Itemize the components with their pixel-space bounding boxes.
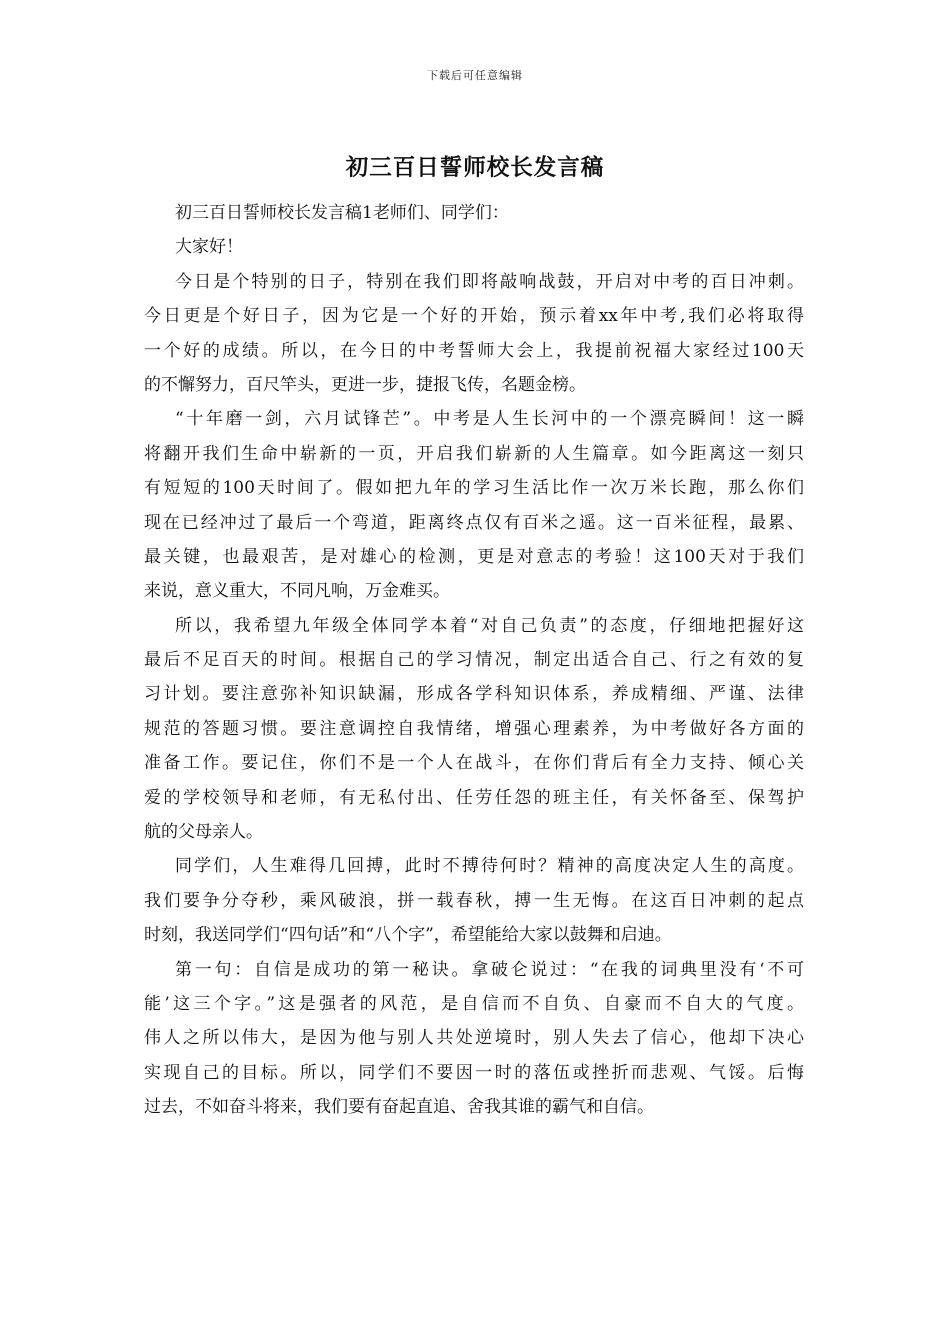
paragraph-line: 最后不足百天的时间。根据自己的学习情况，制定出适合自己、行之有效的复 — [144, 650, 804, 671]
paragraph — [144, 402, 804, 608]
paragraph-line: 今日是个特别的日子，特别在我们即将敲响战鼓，开启对中考的百日冲刺。 — [175, 271, 804, 292]
paragraph-line: 实现自己的目标。所以，同学们不要因一时的落伍或挫折而悲观、气馁。后悔 — [144, 1062, 804, 1083]
paragraph — [144, 230, 804, 264]
paragraph-line: “十年磨一剑，六月试锋芒”。中考是人生长河中的一个漂亮瞬间！这一瞬 — [175, 409, 804, 430]
paragraph-line: 有短短的100天时间了。假如把九年的学习生活比作一次万米长跑，那么你们 — [144, 478, 804, 499]
paragraph — [144, 609, 804, 850]
paragraph-line: 一个好的成绩。所以，在今日的中考誓师大会上，我提前祝福大家经过100天 — [144, 340, 804, 361]
paragraph-line: 航的父母亲人。 — [144, 822, 263, 843]
paragraph-line: 现在已经冲过了最后一个弯道，距离终点仅有百米之遥。这一百米征程，最累、 — [144, 512, 804, 533]
paragraph-line: 大家好！ — [175, 237, 243, 258]
paragraph-line: 同学们，人生难得几回搏，此时不搏待何时？精神的高度决定人生的高度。 — [175, 856, 804, 877]
paragraph-line: 我们要争分夺秒，乘风破浪，拼一载春秋，搏一生无悔。在这百日冲刺的起点 — [144, 890, 804, 911]
paragraph-line: 伟人之所以伟大，是因为他与别人共处逆境时，别人失去了信心，他却下决心 — [144, 1028, 804, 1049]
paragraph-line: 爱的学校领导和老师，有无私付出、任劳任怨的班主任，有关怀备至、保驾护 — [144, 787, 804, 808]
paragraph-line: 能’这三个字。”这是强者的风范，是自信而不自负、自豪而不自大的气度。 — [144, 993, 804, 1014]
document-title: 初三百日誓师校长发言稿 — [345, 155, 605, 181]
paragraph — [144, 196, 804, 230]
paragraph-line: 时刻，我送同学们“四句话”和“八个字”，希望能给大家以鼓舞和启迪。 — [144, 925, 672, 946]
paragraph-line: 规范的答题习惯。要注意调控自我情绪，增强心理素养，为中考做好各方面的 — [144, 718, 804, 739]
paragraph-line: 所以，我希望九年级全体同学本着“对自己负责”的态度，仔细地把握好这 — [175, 615, 804, 636]
paragraph — [144, 849, 804, 952]
paragraph-line: 习计划。要注意弥补知识缺漏，形成各学科知识体系，养成精细、严谨、法律 — [144, 684, 804, 705]
paragraph-line: 最关键，也最艰苦，是对雄心的检测，更是对意志的考验！这100天对于我们 — [144, 546, 804, 567]
paragraph-line: 今日更是个好日子，因为它是一个好的开始，预示着xx年中考,我们必将取得 — [144, 306, 804, 327]
paragraph-line: 的不懈努力，百尺竿头，更进一步，捷报飞传，名题金榜。 — [144, 374, 586, 395]
paragraph-line: 过去，不如奋斗将来，我们要有奋起直追、舍我其谁的霸气和自信。 — [144, 1097, 654, 1118]
document-body — [144, 196, 804, 1125]
paragraph — [144, 265, 804, 403]
paragraph-line: 第一句：自信是成功的第一秘诀。拿破仑说过：“在我的词典里没有‘不可 — [175, 959, 804, 980]
paragraph-line: 准备工作。要记住，你们不是一个人在战斗，在你们背后有全力支持、倾心关 — [144, 753, 804, 774]
paragraph-line: 来说，意义重大，不同凡响，万金难买。 — [144, 581, 450, 602]
paragraph — [144, 953, 804, 1125]
paragraph-line: 将翻开我们生命中崭新的一页，开启我们崭新的人生篇章。如今距离这一刻只 — [144, 443, 804, 464]
paragraph-line: 初三百日誓师校长发言稿1老师们、同学们： — [175, 203, 509, 223]
header-note: 下载后可任意编辑 — [427, 69, 523, 82]
